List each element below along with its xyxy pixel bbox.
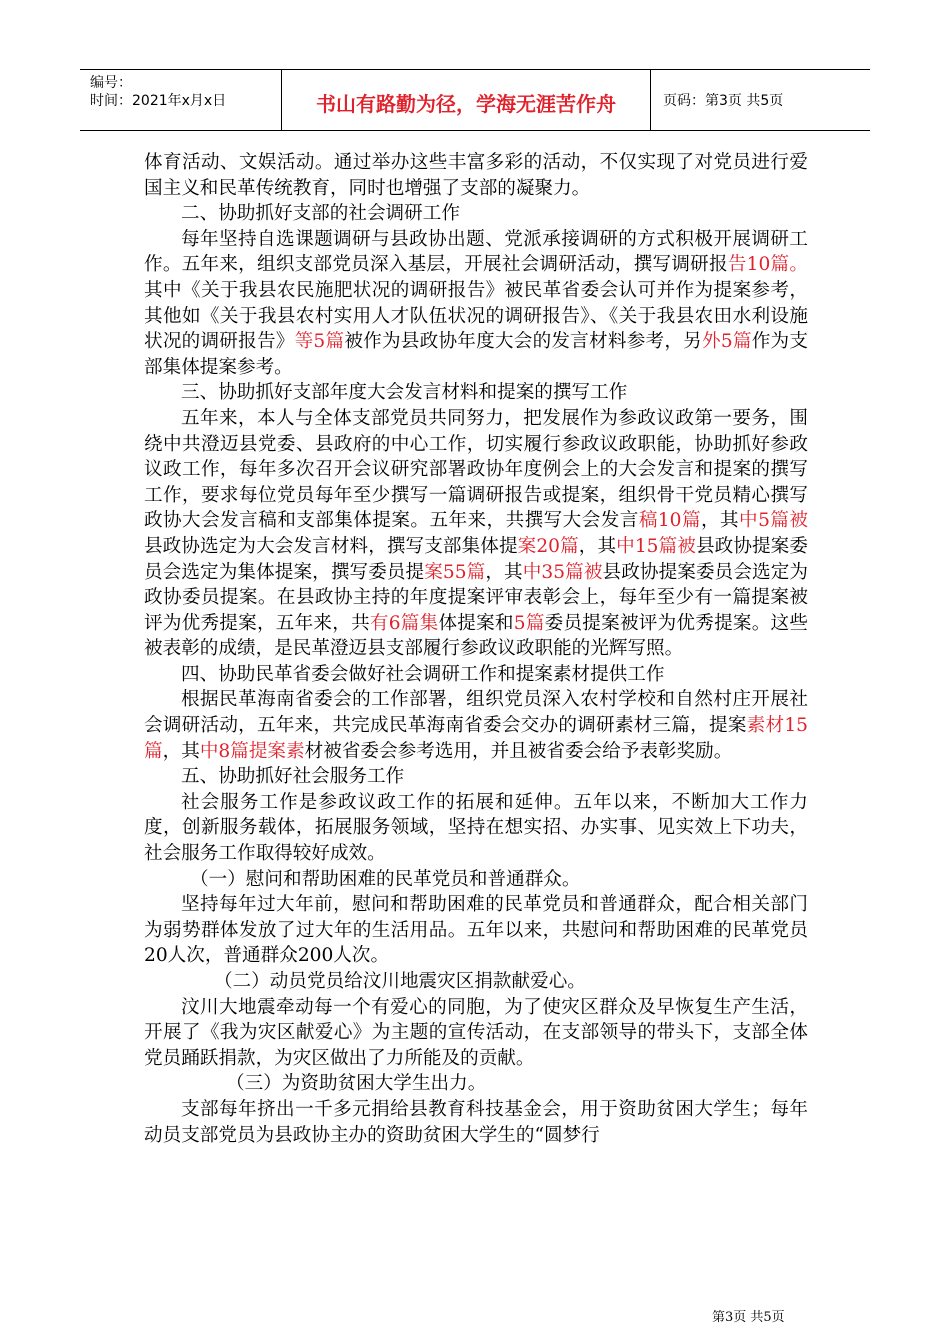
highlight-text: 稿10篇: [638, 510, 701, 532]
highlight-text: 有6篇集: [369, 612, 439, 634]
section-heading: 四、协助民革省委会做好社会调研工作和提案素材提供工作: [181, 663, 665, 685]
highlight-text: 外5篇: [702, 331, 752, 353]
section-heading: 二、协助抓好支部的社会调研工作: [181, 203, 460, 225]
section-heading: 五、协助抓好社会服务工作: [181, 766, 405, 788]
subsection-heading: （二）动员党员给汶川地震灾区捐款献爱心。: [214, 971, 586, 992]
paragraph: 社会服务工作是参政议政工作的拓展和延伸。五年以来，不断加大工作力度，创新服务载体，拓展服务领域，坚持在想实招、办实事、见实效上下功夫，社会服务工作取得较好成效。: [144, 791, 808, 865]
header-motto: 书山有路勤为径，学海无涯苦作舟: [316, 92, 616, 116]
subsection-heading: （三）为资助贫困大学生出力。: [226, 1073, 487, 1095]
page-header: [80, 69, 870, 131]
paragraph: 每年坚持自选课题调研与县政协出题、党派承接调研的方式积极开展调研工作。五年来，组织支部党员深入基层，开展社会调研活动，撰写调研报告10篇。其中《关于我县农民施肥状况的调研报告》被民革省委会认可并作为提案参考，其他如《关于我县农村实用人才队伍状况的调研报告》、《关于我县农田水利设施状况的调研报告》等5篇被作为县政协年度大会的发言材料参考，另外5篇作为支部集体提案参考。: [144, 228, 808, 378]
highlight-text: 中15篇被: [616, 535, 696, 557]
doc-time-label: 时间：2021年x月x日: [90, 93, 227, 109]
highlight-text: 告10篇。: [727, 254, 808, 276]
page-footer: 第3页 共5页: [712, 1310, 785, 1325]
section-heading: 三、协助抓好支部年度大会发言材料和提案的撰写工作: [181, 382, 628, 404]
highlight-text: 素材15篇: [144, 715, 808, 762]
subsection-heading: （一）慰问和帮助困难的民革党员和普通群众。: [190, 868, 581, 890]
paragraph: 支部每年挤出一千多元捐给县教育科技基金会，用于资助贫困大学生；每年动员支部党员为县政协主办的资助贫困大学生的“圆梦行: [144, 1098, 808, 1146]
header-info-cell: [80, 70, 281, 130]
paragraph: 五年来，本人与全体支部党员共同努力，把发展作为参政议政第一要务，围绕中共澄迈县党委、县政府的中心工作，切实履行参政议政职能，协助抓好参政议政工作，每年多次召开会议研究部署政协年度例会上的大会发言和提案的撰写工作，要求每位党员每年至少撰写一篇调研报告或提案，组织骨干党员精心撰写政协大会发言稿和支部集体提案。五年来，共撰写大会发言稿10篇，其中5篇被县政协选定为大会发言材料，撰写支部集体提案20篇，其中15篇被县政协提案委员会选定为集体提案，撰写委员提案55篇，其中35篇被县政协提案委员会选定为政协委员提案。在县政协主持的年度提案评审表彰会上，每年至少有一篇提案被评为优秀提案，五年来，共有6篇集体提案和5篇委员提案被评为优秀提案。这些被表彰的成绩，是民革澄迈县支部履行参政议政职能的光辉写照。: [144, 407, 808, 660]
doc-number-label: 编号：: [90, 75, 132, 91]
paragraph: 汶川大地震牵动每一个有爱心的同胞，为了使灾区群众及早恢复生产生活，开展了《我为灾区献爱心》为主题的宣传活动，在支部领导的带头下，支部全体党员踊跃捐款，为灾区做出了力所能及的贡献。: [144, 996, 808, 1069]
paragraph: 体育活动、文娱活动。通过举办这些丰富多彩的活动，不仅实现了对党员进行爱国主义和民革传统教育，同时也增强了支部的凝聚力。: [144, 152, 808, 199]
highlight-text: 中35篇被: [522, 561, 603, 583]
highlight-text: 中8篇提案素: [199, 740, 305, 762]
paragraph: 根据民革海南省委会的工作部署，组织党员深入农村学校和自然村庄开展社会调研活动，五年来，共完成民革海南省委会交办的调研素材三篇，提案素材15篇，其中8篇提案素材被省委会参考选用，并且被省委会给予表彰奖励。: [144, 689, 808, 762]
highlight-text: 中5篇被: [739, 510, 808, 532]
header-page-number: 页码：第3页 共5页: [663, 93, 784, 109]
highlight-text: 等5篇: [294, 331, 345, 353]
header-page-cell: [651, 70, 870, 130]
highlight-text: 案55篇: [424, 561, 486, 583]
paragraph: 坚持每年过大年前，慰问和帮助困难的民革党员和普通群众，配合相关部门为弱势群体发放了过大年的生活用品。五年以来，共慰问和帮助困难的民革党员20人次，普通群众200人次。: [144, 894, 808, 967]
highlight-text: 5篇: [513, 612, 545, 634]
document-body: [144, 150, 808, 1148]
highlight-text: 案20篇: [517, 535, 579, 557]
header-motto-cell: [281, 70, 651, 130]
